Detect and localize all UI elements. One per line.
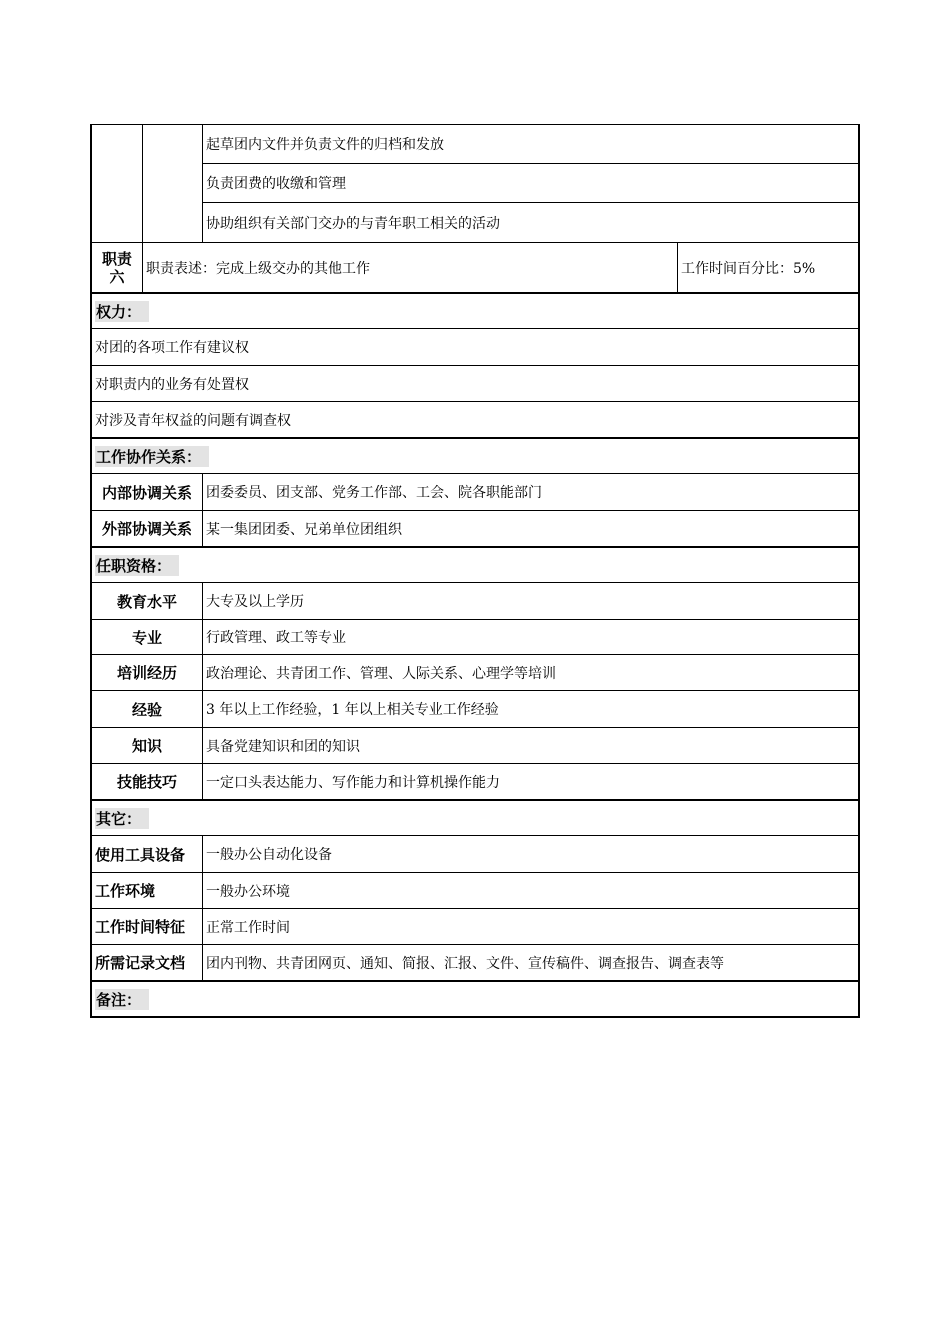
- duty6-label-line2: 六: [109, 267, 125, 286]
- duty-item: 负责团费的收缴和管理: [206, 176, 346, 192]
- authority-block: [90, 294, 860, 439]
- qualification-label: 知识: [131, 737, 162, 755]
- other-title-row: [92, 801, 858, 836]
- qualification-label: 培训经历: [116, 664, 177, 682]
- qualification-label: 技能技巧: [116, 773, 177, 791]
- qualification-row: [92, 691, 858, 728]
- collaboration-label: 内部协调关系: [101, 483, 192, 502]
- qualification-value: 政治理论、共青团工作、管理、人际关系、心理学等培训: [202, 655, 858, 690]
- other-title: 其它：: [92, 801, 858, 835]
- remarks-block: [90, 982, 860, 1018]
- remarks-row: [92, 982, 858, 1018]
- authority-item-row: [92, 402, 858, 439]
- qualifications-block: [90, 548, 860, 801]
- other-value: 一般办公自动化设备: [202, 836, 858, 872]
- job-description-table: [90, 124, 860, 1018]
- qualification-row: [92, 764, 858, 801]
- collaboration-label: 外部协调关系: [101, 520, 192, 538]
- other-label: 使用工具设备: [95, 845, 186, 864]
- qualification-value: 具备党建知识和团的知识: [202, 728, 858, 763]
- qualification-row: [92, 728, 858, 764]
- qualifications-title-row: [92, 548, 858, 583]
- duty-continued-blank-cell: [142, 125, 202, 242]
- other-value: 正常工作时间: [202, 909, 858, 944]
- other-label: 工作时间特征: [95, 918, 186, 936]
- qualification-label: 教育水平: [116, 592, 177, 611]
- other-label: 所需记录文档: [95, 954, 186, 972]
- qualification-row: [92, 655, 858, 691]
- duty-item-row: [203, 203, 858, 242]
- duty6-description: 职责表述：完成上级交办的其他工作: [142, 243, 677, 292]
- other-row: [92, 836, 858, 873]
- duty-item: 协助组织有关部门交办的与青年职工相关的活动: [206, 215, 500, 232]
- duty6-label-line1: 职责: [101, 249, 132, 268]
- other-row: [92, 873, 858, 909]
- duty-item-row: [203, 164, 858, 203]
- authority-item: 对团的各项工作有建议权: [95, 340, 249, 356]
- duty6-time-percent: 工作时间百分比：5%: [677, 243, 858, 292]
- qualification-value: 3 年以上工作经验，1 年以上相关专业工作经验: [202, 691, 858, 727]
- authority-title: 权力：: [92, 294, 858, 328]
- qualifications-title: 任职资格：: [92, 548, 858, 582]
- collaboration-value: 某一集团团委、兄弟单位团组织: [202, 511, 858, 546]
- duty6-label: [92, 243, 142, 292]
- collaboration-title: 工作协作关系：: [92, 439, 858, 473]
- duty-continued-block: [90, 124, 860, 242]
- remarks-title: 备注：: [92, 982, 858, 1016]
- duty-continued-items: [202, 125, 858, 242]
- authority-title-row: [92, 294, 858, 329]
- other-value: 团内刊物、共青团网页、通知、简报、汇报、文件、宣传稿件、调查报告、调查表等: [202, 945, 858, 980]
- collaboration-row: [92, 474, 858, 511]
- qualification-value: 一定口头表达能力、写作能力和计算机操作能力: [202, 764, 858, 799]
- qualification-label: 专业: [131, 628, 162, 647]
- qualification-label: 经验: [131, 700, 162, 719]
- qualification-row: [92, 620, 858, 655]
- collaboration-value: 团委委员、团支部、党务工作部、工会、院各职能部门: [202, 474, 858, 510]
- duty-item-row: [203, 125, 858, 164]
- other-row: [92, 945, 858, 982]
- qualification-row: [92, 583, 858, 620]
- authority-item-row: [92, 366, 858, 402]
- collaboration-row: [92, 511, 858, 548]
- duty6-block: [90, 242, 860, 294]
- other-value: 一般办公环境: [202, 873, 858, 908]
- authority-item: 对涉及青年权益的问题有调查权: [95, 412, 291, 429]
- duty-continued-num-cell: [92, 125, 142, 242]
- authority-item: 对职责内的业务有处置权: [95, 376, 249, 393]
- other-block: [90, 801, 860, 982]
- collaboration-title-row: [92, 439, 858, 474]
- qualification-value: 大专及以上学历: [202, 583, 858, 619]
- collaboration-block: [90, 439, 860, 548]
- authority-item-row: [92, 329, 858, 366]
- duty-item: 起草团内文件并负责文件的归档和发放: [206, 137, 444, 153]
- duty6-row: [92, 243, 858, 294]
- other-label: 工作环境: [95, 882, 156, 900]
- qualification-value: 行政管理、政工等专业: [202, 620, 858, 654]
- other-row: [92, 909, 858, 945]
